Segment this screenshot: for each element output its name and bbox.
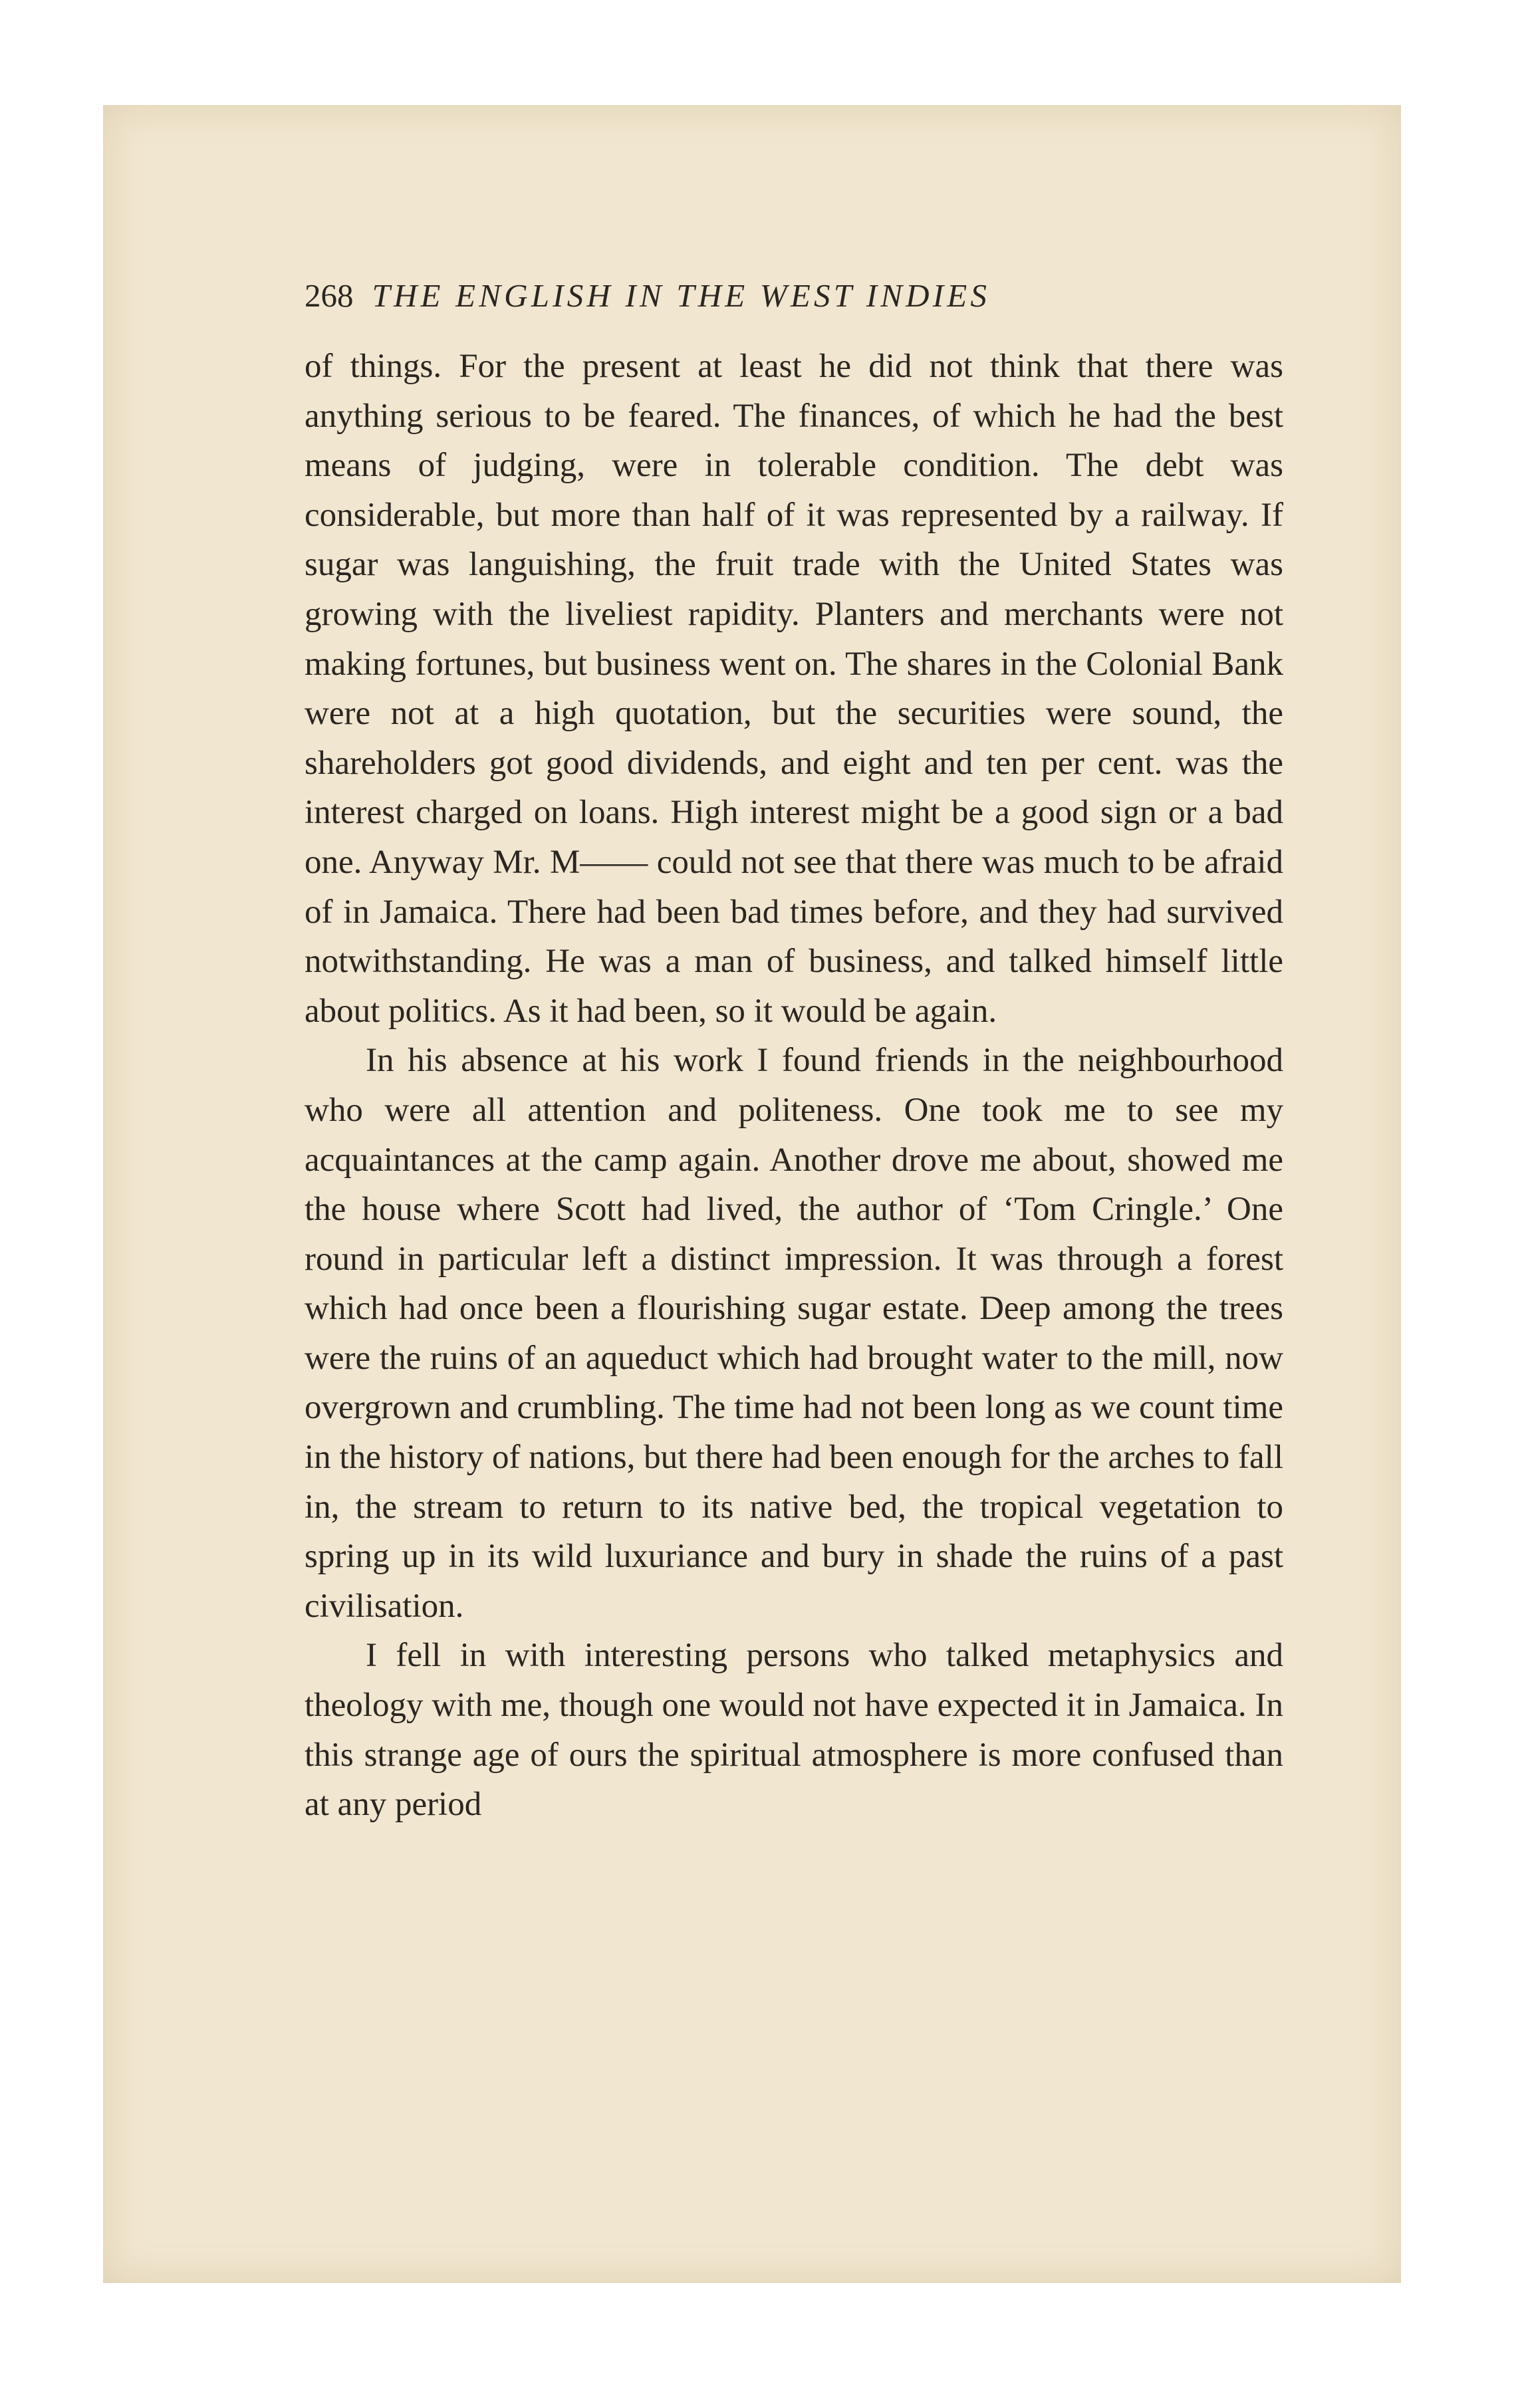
paragraph-1: of things. For the present at least he did not think that there was anything serious to be feared. The finances, of which he had the best means of judging, were in tolerable condition. The debt was considerable, but more than half of it was represented by a railway. If sugar was languishing, the fruit trade with the United States was growing with the liveliest rapidity. Planters and merchants were not making fortunes, but business went on. The shares in the Colonial Bank were not at a high quotation, but the securities were sound, the shareholders got good dividends, and eight and ten per cent. was the interest charged on loans. High interest might be a good sign or a bad one. Anyway Mr. M—— could not see that there was much to be afraid of in Jamaica. There had been bad times before, and they had survived notwithstanding. He was a man of business, and talked himself little about politics. As it had been, so it would be again.	[305, 348, 1283, 1030]
body-text	[305, 342, 1283, 1830]
page-number: 268	[305, 277, 354, 314]
running-title: THE ENGLISH IN THE WEST INDIES	[372, 277, 991, 314]
paragraph-3: I fell in with interesting persons who talked metaphysics and theology with me, though one would not have expected it in Jamaica. In this strange age of ours the spiritual atmosphere is more confused than at any period	[305, 1637, 1283, 1824]
paragraph-2: In his absence at his work I found friends in the neighbourhood who were all attention and politeness. One took me to see my acquaintances at the camp again. Another drove me about, showed me the house where Scott had lived, the author of ‘Tom Cringle.’ One round in particular left a distinct impression. It was through a forest which had once been a flourishing sugar estate. Deep among the trees were the ruins of an aqueduct which had brought water to the mill, now overgrown and crumbling. The time had not been long as we count time in the history of nations, but there had been enough for the arches to fall in, the stream to return to its native bed, the tropical vegetation to spring up in its wild luxuriance and bury in shade the ruins of a past civilisation.	[305, 1042, 1283, 1625]
page-header	[305, 266, 1302, 326]
